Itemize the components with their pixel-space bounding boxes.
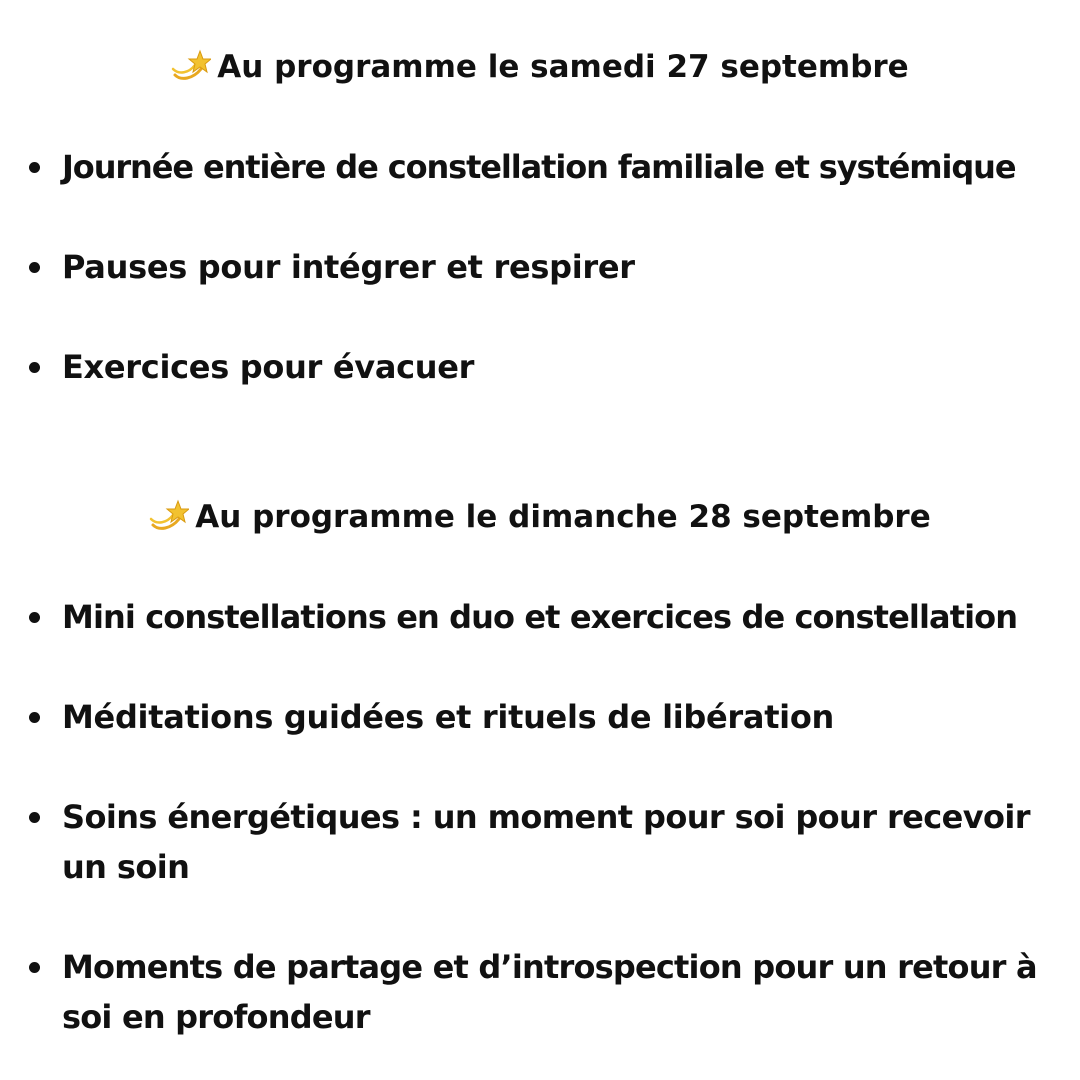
list-item-text: Moments de partage et d’introspection pour un retour à soi en profondeur — [62, 948, 1037, 1036]
bullet-icon — [29, 262, 40, 273]
list-item-text: Méditations guidées et rituels de libération — [62, 698, 835, 736]
list-item-text: Soins énergétiques : un moment pour soi pour recevoir un soin — [62, 798, 1030, 886]
list-item — [29, 692, 1079, 742]
bullet-icon — [29, 362, 40, 373]
list-item-text: Journée entière de constellation familiale et systémique — [62, 148, 1016, 186]
bullet-icon — [29, 812, 40, 823]
section-1-heading — [0, 46, 1080, 88]
list-item — [29, 592, 1079, 642]
list-item-text: Exercices pour évacuer — [62, 348, 475, 386]
list-item-text: Pauses pour intégrer et respirer — [62, 248, 635, 286]
list-item — [29, 242, 1079, 292]
section-heading-text: Au programme le dimanche 28 septembre — [195, 499, 931, 535]
list-item — [29, 142, 1079, 192]
bullet-icon — [29, 712, 40, 723]
list-item-text: Mini constellations en duo et exercices de constellation — [62, 598, 1018, 636]
bullet-icon — [29, 162, 40, 173]
list-item — [29, 792, 1059, 892]
list-item — [29, 942, 1074, 1042]
dizzy-star-icon — [149, 497, 189, 533]
section-heading-text: Au programme le samedi 27 septembre — [217, 49, 909, 85]
list-item — [29, 342, 1079, 392]
bullet-icon — [29, 962, 40, 973]
section-2-heading — [0, 496, 1080, 538]
bullet-icon — [29, 612, 40, 623]
dizzy-star-icon — [171, 47, 211, 83]
